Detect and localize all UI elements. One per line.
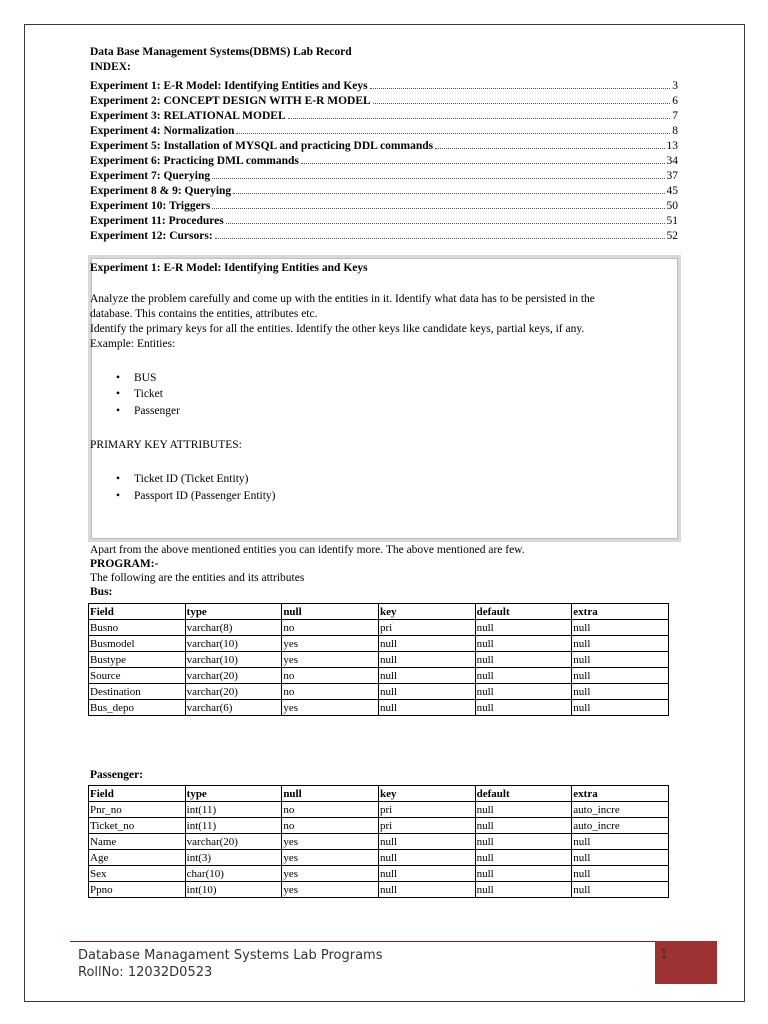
paragraph-line: Identify the primary keys for all the entities. Identify the other keys like candidate keys, partial keys, if any.: [90, 323, 585, 335]
toc-entry[interactable]: Experiment 5: Installation of MYSQL and practicing DDL commands 13: [90, 140, 678, 152]
program-label: PROGRAM:-: [90, 558, 159, 570]
toc-entry[interactable]: Experiment 4: Normalization 8: [90, 125, 678, 137]
intro-text: The following are the entities and its attributes: [90, 572, 305, 584]
paragraph-line: Example: Entities:: [90, 338, 176, 350]
bullet-icon: •: [116, 405, 121, 417]
table-row: Busmodel varchar(10) yes null null null: [89, 636, 669, 652]
pk-heading: PRIMARY KEY ATTRIBUTES:: [90, 439, 242, 451]
paragraph-line: database. This contains the entities, attributes etc.: [90, 308, 318, 320]
table-row: Ppno int(10) yes null null null: [89, 882, 669, 898]
list-item: • BUS: [116, 372, 157, 384]
table-row: Ticket_no int(11) no pri null auto_incre: [89, 818, 669, 834]
table-header-row: Field type null key default extra: [89, 786, 669, 802]
page-number: 1: [660, 947, 668, 961]
table-row: Age int(3) yes null null null: [89, 850, 669, 866]
table-row: Busno varchar(8) no pri null null: [89, 620, 669, 636]
bullet-icon: •: [116, 372, 121, 384]
bullet-icon: •: [116, 473, 121, 485]
toc-entry[interactable]: Experiment 7: Querying 37: [90, 170, 678, 182]
table-row: Bus_depo varchar(6) yes null null null: [89, 700, 669, 716]
toc-entry[interactable]: Experiment 6: Practicing DML commands 34: [90, 155, 678, 167]
passenger-table: [88, 785, 669, 898]
index-label: INDEX:: [90, 61, 131, 73]
note-text: Apart from the above mentioned entities you can identify more. The above mentioned are few.: [90, 544, 525, 556]
bullet-icon: •: [116, 388, 121, 400]
toc-entry[interactable]: Experiment 3: RELATIONAL MODEL 7: [90, 110, 678, 122]
footer: [78, 947, 383, 981]
document-title: Data Base Management Systems(DBMS) Lab Record: [90, 46, 352, 58]
list-item: • Passenger: [116, 405, 180, 417]
toc-entry[interactable]: Experiment 10: Triggers 50: [90, 200, 678, 212]
experiment-heading: Experiment 1: E-R Model: Identifying Entities and Keys: [90, 262, 368, 274]
table-of-contents: [90, 77, 678, 242]
toc-entry[interactable]: Experiment 8 & 9: Querying 45: [90, 185, 678, 197]
bus-table-label: Bus:: [90, 586, 113, 598]
table-row: Bustype varchar(10) yes null null null: [89, 652, 669, 668]
list-item: • Ticket ID (Ticket Entity): [116, 473, 249, 485]
bullet-icon: •: [116, 490, 121, 502]
table-row: Sex char(10) yes null null null: [89, 866, 669, 882]
toc-entry[interactable]: Experiment 2: CONCEPT DESIGN WITH E-R MODEL 6: [90, 95, 678, 107]
paragraph-line: Analyze the problem carefully and come up with the entities in it. Identify what data has to be persisted in the: [90, 293, 595, 305]
footer-divider: [70, 941, 717, 942]
toc-entry[interactable]: Experiment 1: E-R Model: Identifying Entities and Keys 3: [90, 80, 678, 92]
passenger-table-label: Passenger:: [90, 769, 144, 781]
footer-rollno: RollNo: 12032D0523: [78, 965, 213, 980]
footer-title: Database Managament Systems Lab Programs: [78, 948, 383, 963]
bus-table: [88, 603, 669, 716]
table-row: Name varchar(20) yes null null null: [89, 834, 669, 850]
list-item: • Ticket: [116, 388, 163, 400]
table-row: Destination varchar(20) no null null null: [89, 684, 669, 700]
table-header-row: Field type null key default extra: [89, 604, 669, 620]
toc-entry[interactable]: Experiment 12: Cursors: 52: [90, 230, 678, 242]
table-row: Pnr_no int(11) no pri null auto_incre: [89, 802, 669, 818]
toc-entry[interactable]: Experiment 11: Procedures 51: [90, 215, 678, 227]
table-row: Source varchar(20) no null null null: [89, 668, 669, 684]
list-item: • Passport ID (Passenger Entity): [116, 490, 276, 502]
